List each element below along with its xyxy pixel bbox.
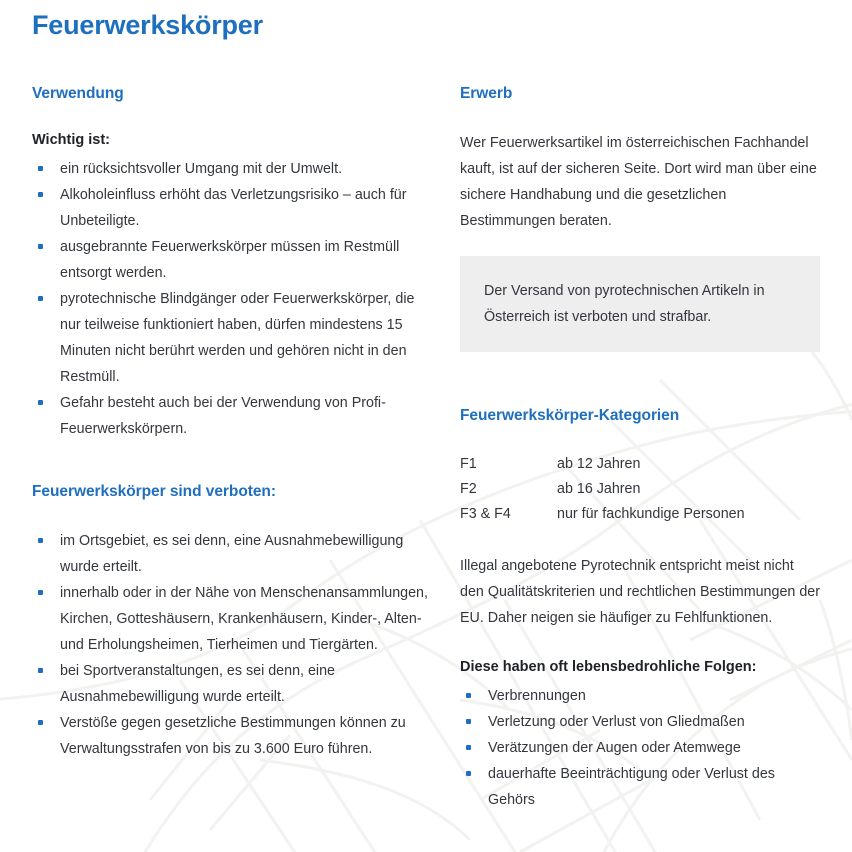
list-item [32,528,428,580]
category-value: nur für fachkundige Personen [557,506,745,522]
table-row [460,477,820,502]
section-spacer [460,352,820,392]
category-value: ab 16 Jahren [557,481,641,497]
bullet-icon [466,719,471,724]
list-item-text: Gefahr besteht auch bei der Verwendung von Profi-Feuerwerkskörpern. [60,395,386,437]
section-spacer [460,527,820,553]
bullet-icon [38,244,43,249]
heading-kategorien: Feuerwerkskörper-Kategorien [460,407,680,424]
section-spacer [460,392,820,406]
list-folgen [460,683,820,813]
list-item-text: Verbrennungen [488,688,586,704]
list-item-text: Verätzungen der Augen oder Atemwege [488,740,741,756]
bullet-icon [38,192,43,197]
right-column [460,84,820,813]
list-wichtig-ist [32,156,428,442]
heading-verwendung: Verwendung [32,85,124,102]
category-table [460,452,820,527]
heading-folgen: Diese haben oft lebensbedrohliche Folgen: [460,659,757,675]
list-item [32,390,428,442]
callout-versand [460,256,820,352]
list-verboten [32,528,428,762]
bullet-icon [38,720,43,725]
left-column [32,84,428,813]
column-gap [428,84,460,813]
list-item-text: pyrotechnische Blindgänger oder Feuerwerkskörper, die nur teilweise funktioniert haben, dürfen mindestens 15 Minuten nicht berührt werden und gehören nicht in den Restmüll. [60,291,415,385]
category-label: F3 & F4 [460,506,511,522]
bullet-icon [38,538,43,543]
paragraph-erwerb: Wer Feuerwerksartikel im österreichischen Fachhandel kauft, ist auf der sicheren Seite. Dort wird man über eine sichere Handhabung und die gesetzlichen Bestimmungen beraten. [460,135,817,229]
bullet-icon [466,693,471,698]
list-item [32,710,428,762]
category-label: F2 [460,481,477,497]
category-label: F1 [460,456,477,472]
bullet-icon [466,771,471,776]
section-spacer [32,442,428,482]
two-column-layout [32,84,820,813]
list-item [32,580,428,658]
list-item [32,658,428,710]
bullet-icon [38,166,43,171]
bullet-icon [38,668,43,673]
bullet-icon [38,400,43,405]
list-item [32,182,428,234]
list-item [32,234,428,286]
list-item [460,683,820,709]
list-item-text: Verletzung oder Verlust von Gliedmaßen [488,714,745,730]
list-item [32,286,428,390]
table-row [460,502,820,527]
heading-verboten: Feuerwerkskörper sind verboten: [32,483,276,500]
list-item [32,156,428,182]
heading-wichtig-ist: Wichtig ist: [32,132,111,148]
callout-text: Der Versand von pyrotechnischen Artikeln in Österreich ist verboten und strafbar. [484,283,765,325]
list-item-text: ausgebrannte Feuerwerkskörper müssen im Restmüll entsorgt werden. [60,239,400,281]
list-item-text: ein rücksichtsvoller Umgang mit der Umwelt. [60,161,343,177]
list-item-text: innerhalb oder in der Nähe von Menschenansammlungen, Kirchen, Gotteshäusern, Krankenhäusern, Kinder-, Alten- und Erholungsheimen, Tierheimen und Tiergärten. [60,585,428,653]
bullet-icon [466,745,471,750]
list-item-text: Alkoholeinfluss erhöht das Verletzungsrisiko – auch für Unbeteiligte. [60,187,407,229]
list-item [460,709,820,735]
list-item-text: Verstöße gegen gesetzliche Bestimmungen können zu Verwaltungsstrafen von bis zu 3.600 Euro führen. [60,715,406,757]
section-spacer [460,631,820,657]
list-item [460,761,820,813]
list-item-text: bei Sportveranstaltungen, es sei denn, eine Ausnahmebewilligung wurde erteilt. [60,663,336,705]
category-value: ab 12 Jahren [557,456,641,472]
list-item [460,735,820,761]
bullet-icon [38,590,43,595]
list-item-text: im Ortsgebiet, es sei denn, eine Ausnahmebewilligung wurde erteilt. [60,533,404,575]
paragraph-illegal: Illegal angebotene Pyrotechnik entspricht meist nicht den Qualitätskriterien und rechtlichen Bestimmungen der EU. Daher neigen sie häufiger zu Fehlfunktionen. [460,558,820,626]
bullet-icon [38,296,43,301]
list-item-text: dauerhafte Beeinträchtigung oder Verlust des Gehörs [488,766,775,808]
page-title: Feuerwerkskörper [32,10,263,40]
table-row [460,452,820,477]
heading-erwerb: Erwerb [460,85,513,102]
